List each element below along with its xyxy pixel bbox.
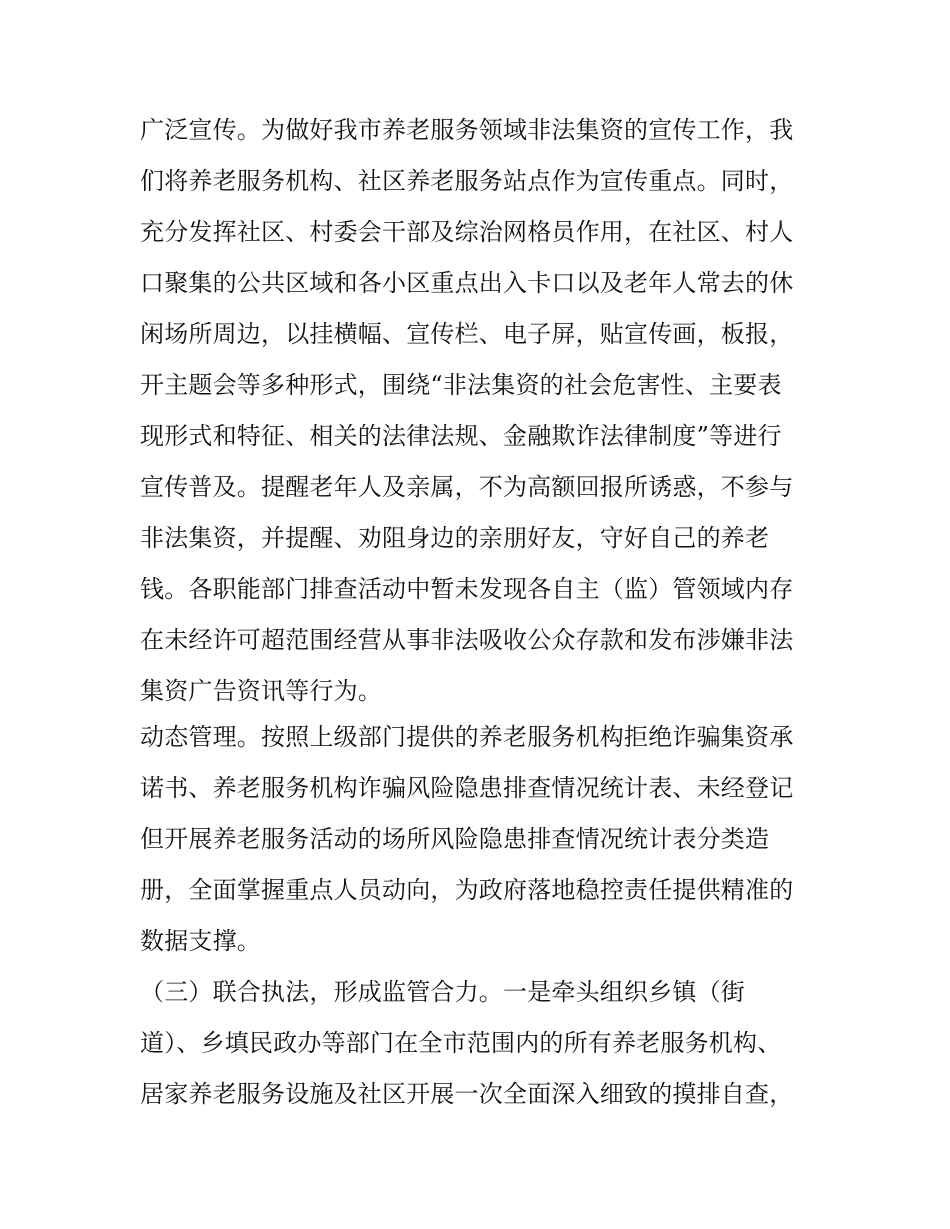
- text-line: 充分发挥社区、村委会干部及综治网格员作用，在社区、村人: [140, 218, 794, 246]
- text-line: 数据支撑。: [140, 927, 261, 955]
- text-line: 现形式和特征、相关的法律法规、金融欺诈法律制度”等进行: [140, 422, 782, 450]
- text-line: 集资广告资讯等行为。: [140, 677, 382, 705]
- text-line: 口聚集的公共区域和各小区重点出入卡口以及老年人常去的休: [140, 269, 794, 297]
- text-line: 宣传普及。提醒老年人及亲属，不为高额回报所诱惑，不参与: [140, 473, 794, 501]
- text-line: 册，全面掌握重点人员动向，为政府落地稳控责任提供精准的: [140, 876, 794, 904]
- text-line: （三）联合执法，形成监管合力。一是牵头组织乡镇（街: [140, 978, 745, 1006]
- text-line: 们将养老服务机构、社区养老服务站点作为宣传重点。同时，: [140, 167, 794, 195]
- text-line: 闲场所周边，以挂横幅、宣传栏、电子屏，贴宣传画，板报，: [140, 320, 794, 348]
- text-line: 道）、乡填民政办等部门在全市范围内的所有养老服务机构、: [140, 1029, 782, 1057]
- text-line: 但开展养老服务活动的场所风险隐患排查情况统计表分类造: [140, 825, 770, 853]
- text-line: 开主题会等多种形式，围绕“非法集资的社会危害性、主要表: [140, 371, 782, 399]
- text-line: 广泛宣传。为做好我市养老服务领域非法集资的宣传工作，我: [140, 116, 794, 144]
- text-line: 诺书、养老服务机构诈骗风险隐患排查情况统计表、未经登记: [140, 774, 794, 802]
- text-line: 居家养老服务设施及社区开展一次全面深入细致的摸排自查，: [140, 1080, 794, 1108]
- text-line: 在未经许可超范围经营从事非法吸收公众存款和发布涉嫌非法: [140, 626, 794, 654]
- text-line: 非法集资，并提醒、劝阻身边的亲朋好友，守好自己的养老: [140, 524, 770, 552]
- text-line: 动态管理。按照上级部门提供的养老服务机构拒绝诈骗集资承: [140, 723, 794, 751]
- text-line: 钱。各职能部门排查活动中暂未发现各自主（监）管领域内存: [140, 575, 794, 603]
